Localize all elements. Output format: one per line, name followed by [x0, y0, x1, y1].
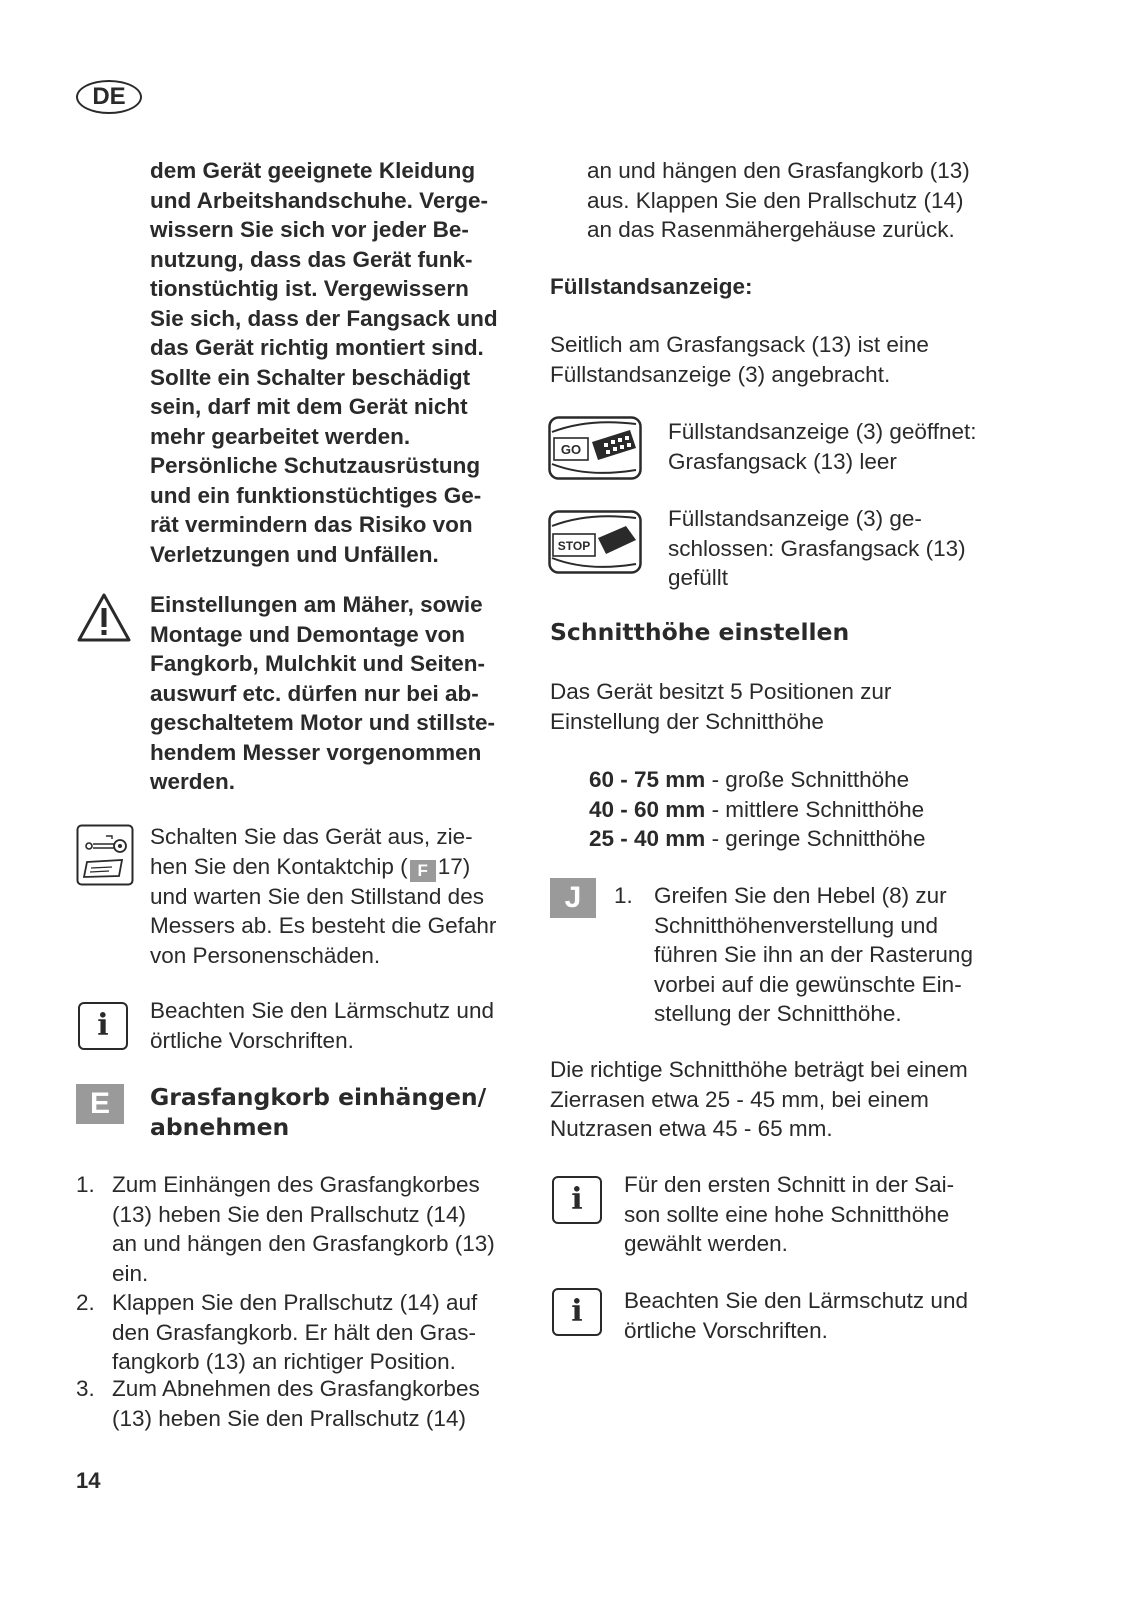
- step-3-continuation: [587, 156, 970, 245]
- text-line: führen Sie ihn an der Rasterung: [654, 942, 973, 967]
- height-range: 60 - 75 mm: [589, 767, 706, 792]
- text-line: Füllstandsanzeige (3) ge-: [668, 506, 922, 531]
- step-number: 1.: [614, 883, 633, 908]
- heading-line: abnehmen: [150, 1112, 290, 1141]
- text-line: Beachten Sie den Lärmschutz und: [150, 998, 494, 1023]
- text-line: örtliche Vorschriften.: [624, 1317, 828, 1343]
- stop-label: STOP: [557, 539, 591, 553]
- section-e-heading: [150, 1083, 486, 1142]
- text-line: mehr gearbeitet werden.: [150, 423, 411, 449]
- text-line: Seitlich am Grasfangsack (13) ist eine: [550, 332, 929, 357]
- info-first-cut-text: [624, 1170, 954, 1259]
- text-line: vorbei auf die gewünschte Ein-: [654, 971, 962, 997]
- text-line: stellung der Schnitthöhe.: [654, 1001, 902, 1026]
- text-line: Nutzrasen etwa 45 - 65 mm.: [550, 1116, 833, 1141]
- text-line: rät vermindern das Risiko von: [150, 512, 473, 537]
- section-letter-j: J: [550, 878, 596, 918]
- step-2-text: [112, 1288, 477, 1377]
- text-line: Montage und Demontage von: [150, 621, 465, 647]
- text-line: Verletzungen und Unfällen.: [150, 541, 439, 567]
- fill-indicator-closed-icon: [548, 510, 642, 574]
- text-line: gewählt werden.: [624, 1231, 788, 1256]
- text-line: Sie sich, dass der Fangsack und: [150, 305, 498, 331]
- step-1-text: [112, 1170, 495, 1288]
- text-line: Schnitthöhenverstellung und: [654, 912, 938, 938]
- height-desc: - geringe Schnitthöhe: [705, 826, 926, 851]
- text-line: Füllstandsanzeige (3) geöffnet:: [668, 419, 977, 444]
- text-line: und Arbeitshandschuhe. Verge-: [150, 187, 488, 213]
- text-line: Zum Abnehmen des Grasfangkorbes: [112, 1376, 480, 1401]
- text-line: Fangkorb, Mulchkit und Seiten-: [150, 651, 486, 676]
- text-line: Füllstandsanzeige (3) angebracht.: [550, 361, 891, 387]
- step-number: 1.: [76, 1172, 95, 1197]
- text-line: (13) heben Sie den Prallschutz (14): [112, 1405, 466, 1431]
- text-line: Die richtige Schnitthöhe beträgt bei einem: [550, 1057, 968, 1082]
- text-line: Beachten Sie den Lärmschutz und: [624, 1288, 968, 1313]
- info-icon: i: [552, 1288, 602, 1336]
- height-option: [589, 824, 925, 854]
- info-note-text: [150, 996, 494, 1055]
- text-line: Für den ersten Schnitt in der Sai-: [624, 1172, 955, 1197]
- text-line: [150, 852, 496, 882]
- text-line: gefüllt: [668, 565, 729, 590]
- height-desc: - große Schnitthöhe: [705, 767, 910, 792]
- fill-level-intro: [550, 330, 929, 389]
- text-line: von Personenschäden.: [150, 942, 381, 968]
- text-line: an und hängen den Grasfangkorb (13): [112, 1231, 495, 1256]
- info-icon: i: [78, 1002, 128, 1050]
- step-number: 3.: [76, 1376, 95, 1401]
- text-line: tionstüchtig ist. Vergewissern: [150, 276, 469, 301]
- info-icon: i: [552, 1176, 602, 1224]
- text-line: Zum Einhängen des Grasfangkorbes: [112, 1172, 480, 1197]
- step-3-text: [112, 1374, 480, 1433]
- height-option: [589, 765, 925, 795]
- fill-level-heading: Füllstandsanzeige:: [550, 274, 753, 299]
- text-line: nutzung, dass das Gerät funk-: [150, 246, 473, 272]
- text-line: Das Gerät besitzt 5 Positionen zur: [550, 679, 892, 704]
- fill-indicator-open-icon: [548, 416, 642, 480]
- text-line: Zierrasen etwa 25 - 45 mm, bei einem: [550, 1086, 929, 1112]
- section-j-step-text: [654, 881, 973, 1029]
- text-line: sein, darf mit dem Gerät nicht: [150, 394, 468, 419]
- text-line: werden.: [150, 769, 236, 794]
- text-line: Persönliche Schutzausrüstung: [150, 453, 481, 478]
- text-fragment: hen Sie den Kontaktchip (: [150, 853, 408, 879]
- height-range: 40 - 60 mm: [589, 796, 706, 822]
- text-line: ein.: [112, 1260, 149, 1286]
- text-line: Grasfangsack (13) leer: [668, 448, 897, 474]
- text-line: an und hängen den Grasfangkorb (13): [587, 158, 970, 183]
- height-range: 25 - 40 mm: [589, 826, 706, 851]
- warning-icon: [76, 592, 132, 644]
- text-line: auswurf etc. dürfen nur bei ab-: [150, 680, 479, 706]
- height-desc: - mittlere Schnitthöhe: [705, 796, 925, 822]
- text-line: Greifen Sie den Hebel (8) zur: [654, 883, 947, 908]
- recommended-height-text: [550, 1055, 968, 1144]
- language-badge: DE: [76, 80, 142, 114]
- go-label: GO: [560, 442, 582, 457]
- text-line: wissern Sie sich vor jeder Be-: [150, 217, 469, 242]
- text-line: Sollte ein Schalter beschädigt: [150, 364, 471, 390]
- step-number: 2.: [76, 1290, 95, 1315]
- text-line: dem Gerät geeignete Kleidung: [150, 158, 476, 183]
- cut-height-list: [589, 765, 925, 854]
- warning-settings-text: [150, 590, 495, 797]
- text-line: aus. Klappen Sie den Prallschutz (14): [587, 187, 964, 213]
- text-line: son sollte eine hohe Schnitthöhe: [624, 1201, 950, 1227]
- key-manual-icon: [76, 824, 134, 886]
- text-line: Klappen Sie den Prallschutz (14) auf: [112, 1290, 478, 1315]
- text-line: hendem Messer vorgenommen: [150, 739, 482, 765]
- text-line: geschaltetem Motor und stillste-: [150, 710, 496, 735]
- text-line: und warten Sie den Stillstand des: [150, 883, 484, 909]
- text-line: (13) heben Sie den Prallschutz (14): [112, 1201, 466, 1227]
- text-line: Schalten Sie das Gerät aus, zie-: [150, 824, 473, 849]
- fill-open-text: [668, 417, 977, 476]
- figure-badge-f: F: [410, 860, 436, 882]
- warning-continuation: [150, 156, 498, 569]
- page-number: 14: [76, 1468, 101, 1493]
- cut-height-intro: [550, 677, 891, 736]
- text-line: schlossen: Grasfangsack (13): [668, 535, 966, 561]
- height-option: [589, 795, 925, 825]
- info-noise-text: [624, 1286, 968, 1345]
- text-line: örtliche Vorschriften.: [150, 1027, 354, 1053]
- text-fragment: 17): [437, 853, 471, 879]
- text-line: Einstellungen am Mäher, sowie: [150, 592, 483, 617]
- cut-height-heading: Schnitthöhe einstellen: [550, 618, 850, 646]
- fill-closed-text: [668, 504, 966, 593]
- text-line: den Grasfangkorb. Er hält den Gras-: [112, 1319, 476, 1345]
- text-line: an das Rasenmähergehäuse zurück.: [587, 217, 955, 242]
- text-line: und ein funktionstüchtiges Ge-: [150, 482, 482, 508]
- heading-line: Grasfangkorb einhängen/: [150, 1083, 487, 1111]
- text-line: Messers ab. Es besteht die Gefahr: [150, 913, 497, 938]
- text-line: das Gerät richtig montiert sind.: [150, 335, 484, 360]
- text-line: fangkorb (13) an richtiger Position.: [112, 1349, 456, 1374]
- key-note-text: [150, 822, 496, 970]
- section-letter-e: E: [76, 1084, 124, 1124]
- text-line: Einstellung der Schnitthöhe: [550, 708, 824, 734]
